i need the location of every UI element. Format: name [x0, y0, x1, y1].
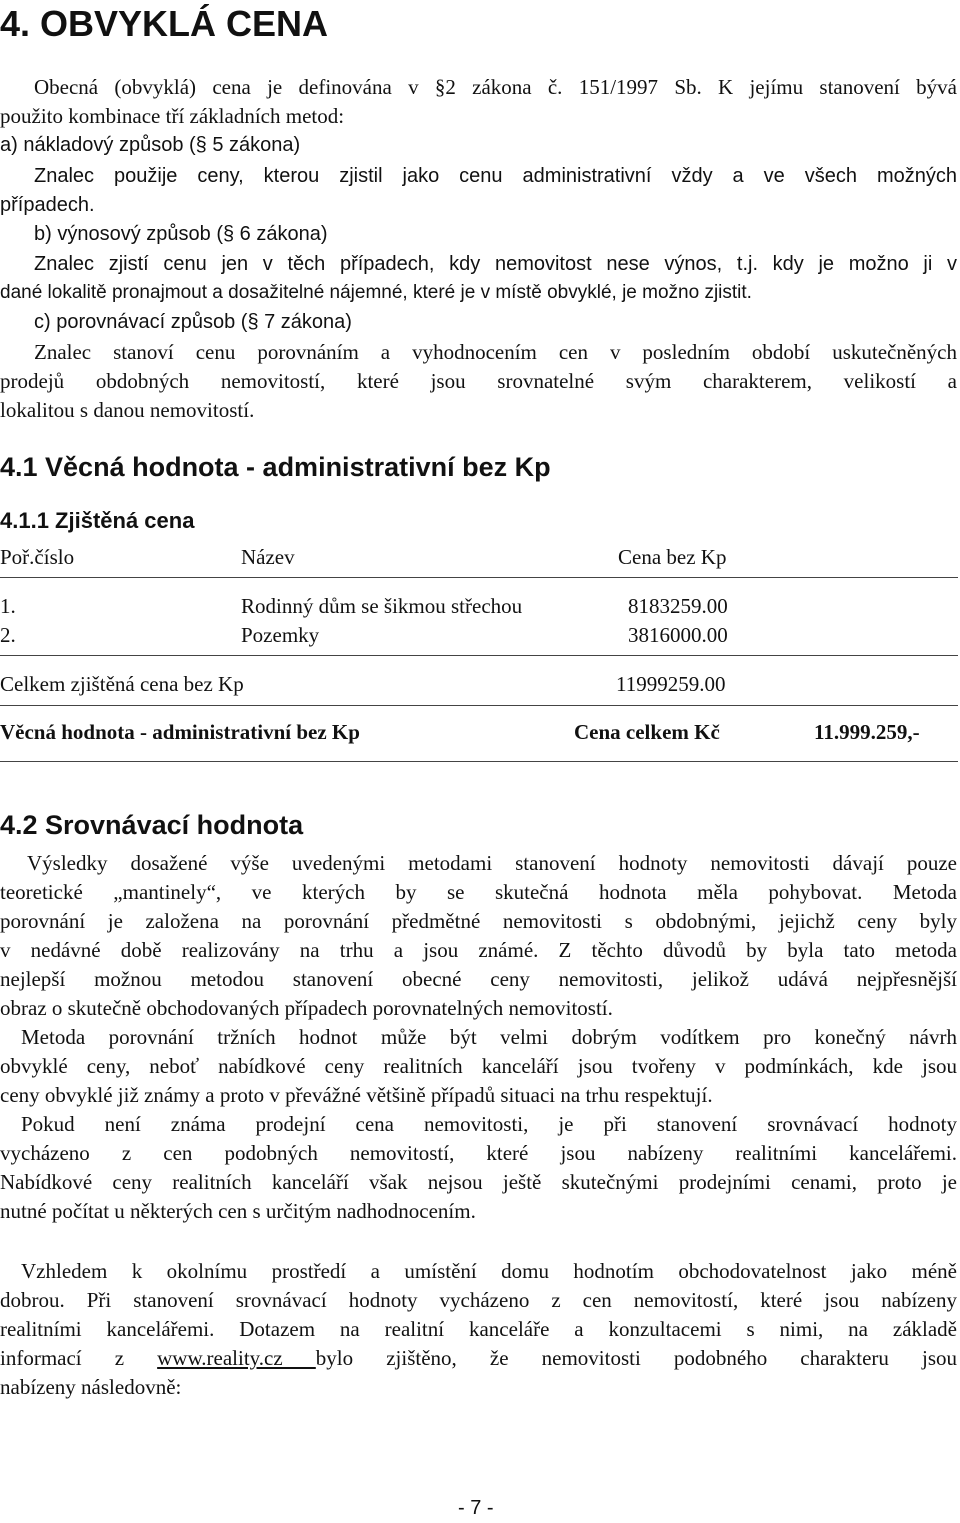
total-value: 11999259.00: [616, 672, 726, 696]
intro-line: dané lokalitě pronajmout a dosažitelné nájemné, které je v místě obvyklé, je možno zjistit.: [0, 282, 752, 303]
page-heading: 4. OBVYKLÁ CENA: [0, 3, 329, 44]
paragraph-line: teoretické „mantinely“, ve kterých by se skutečná hodnota měla pohybovat. Metoda: [0, 880, 957, 904]
paragraph-line: Vzhledem k okolnímu prostředí a umístění domu hodnotím obchodovatelnost jako méně: [21, 1259, 957, 1283]
table-rows-divider: [0, 655, 958, 656]
method-a-title: a) nákladový způsob (§ 5 zákona): [0, 134, 301, 156]
paragraph-line: Metoda porovnání tržních hodnot může být velmi dobrým vodítkem pro konečný návrh: [21, 1025, 957, 1049]
intro-line: Znalec použije ceny, kterou zjistil jako cenu administrativní vždy a ve všech možných: [34, 165, 957, 187]
summary-label: Věcná hodnota - administrativní bez Kp: [0, 720, 360, 744]
paragraph-line: obvyklé ceny, neboť nabídkové ceny realitních kanceláří jsou tvořeny v podmínkách, kde jsou: [0, 1054, 957, 1078]
paragraph-line-with-link: [0, 1344, 957, 1372]
row-number: 1.: [0, 594, 16, 618]
summary-value: 11.999.259,-: [814, 720, 920, 744]
reality-cz-link[interactable]: www.reality.cz: [157, 1346, 316, 1370]
summary-price-label: Cena celkem Kč: [574, 720, 720, 744]
intro-line: použito kombinace tří základních metod:: [0, 104, 345, 128]
method-b-title: b) výnosový způsob (§ 6 zákona): [34, 223, 328, 245]
paragraph-line: Nabídkové ceny realitních kanceláří však nejsou ještě skutečnými prodejními cenami, proto je: [0, 1170, 957, 1194]
paragraph-line: Pokud není známa prodejní cena nemovitosti, je při stanovení srovnávací hodnoty: [21, 1112, 957, 1136]
intro-line: Znalec zjistí cenu jen v těch případech, kdy nemovitost nese výnos, t.j. kdy je možno ji v: [34, 253, 957, 275]
paragraph-line: porovnání je založena na porovnání předmětné nemovitosti s obdobnými, jejichž ceny byly: [0, 909, 957, 933]
table-total-divider: [0, 705, 958, 706]
row-number: 2.: [0, 623, 16, 647]
paragraph-line: nabízeny následovně:: [0, 1375, 182, 1399]
intro-line: případech.: [0, 194, 95, 216]
section-4-1-1-heading: 4.1.1 Zjištěná cena: [0, 508, 195, 533]
total-label: Celkem zjištěná cena bez Kp: [0, 672, 244, 696]
col-header-number: Poř.číslo: [0, 545, 75, 569]
intro-line: Znalec stanoví cenu porovnáním a vyhodnocením cen v posledním období uskutečněných: [34, 340, 957, 364]
section-4-1-heading: 4.1 Věcná hodnota - administrativní bez Kp: [0, 452, 551, 482]
paragraph-line: v nedávné době realizovány na trhu a jsou známé. Z těchto důvodů by byla tato metoda: [0, 938, 957, 962]
paragraph-line: Výsledky dosažené výše uvedenými metodami stanovení hodnoty nemovitosti dávají pouze: [27, 851, 957, 875]
table-header-divider: [0, 577, 958, 578]
paragraph-line: obraz o skutečně obchodovaných případech porovnatelných nemovitostí.: [0, 996, 613, 1020]
col-header-price: Cena bez Kp: [618, 545, 727, 569]
intro-line: prodejů obdobných nemovitostí, které jsou srovnatelné svým charakterem, velikostí a: [0, 369, 957, 393]
paragraph-line: ceny obvyklé již známy a proto v převážné většině případů situaci na trhu respektují.: [0, 1083, 713, 1107]
paragraph-line: vycházeno z cen podobných nemovitostí, které jsou nabízeny realitními kancelářemi.: [0, 1141, 957, 1165]
intro-line: Obecná (obvyklá) cena je definována v §2 zákona č. 151/1997 Sb. K jejímu stanovení bývá: [34, 75, 957, 99]
col-header-name: Název: [241, 545, 295, 569]
row-name: Pozemky: [241, 623, 320, 647]
intro-line: lokalitou s danou nemovitostí.: [0, 398, 255, 422]
link-suffix-text: bylo zjištěno, že nemovitosti podobného charakteru jsou: [315, 1346, 957, 1370]
paragraph-line: nejlepší možnou metodou stanovení obecné ceny nemovitosti, jelikož udává nejpřesnější: [0, 967, 957, 991]
row-name: Rodinný dům se šikmou střechou: [241, 594, 523, 618]
table-bottom-divider: [0, 761, 958, 762]
row-price: 3816000.00: [628, 623, 728, 647]
section-4-2-heading: 4.2 Srovnávací hodnota: [0, 810, 304, 840]
method-c-title: c) porovnávací způsob (§ 7 zákona): [34, 311, 352, 333]
page-number: - 7 -: [458, 1497, 494, 1519]
paragraph-line: dobrou. Při stanovení srovnávací hodnoty vycházeno z cen nemovitostí, které jsou nabízeny: [0, 1288, 957, 1312]
paragraph-line: nutné počítat u některých cen s určitým nadhodnocením.: [0, 1199, 476, 1223]
paragraph-line: realitními kancelářemi. Dotazem na realitní kanceláře a konzultacemi s nimi, na základě: [0, 1317, 957, 1341]
row-price: 8183259.00: [628, 594, 728, 618]
link-prefix-text: informací z: [0, 1346, 158, 1370]
